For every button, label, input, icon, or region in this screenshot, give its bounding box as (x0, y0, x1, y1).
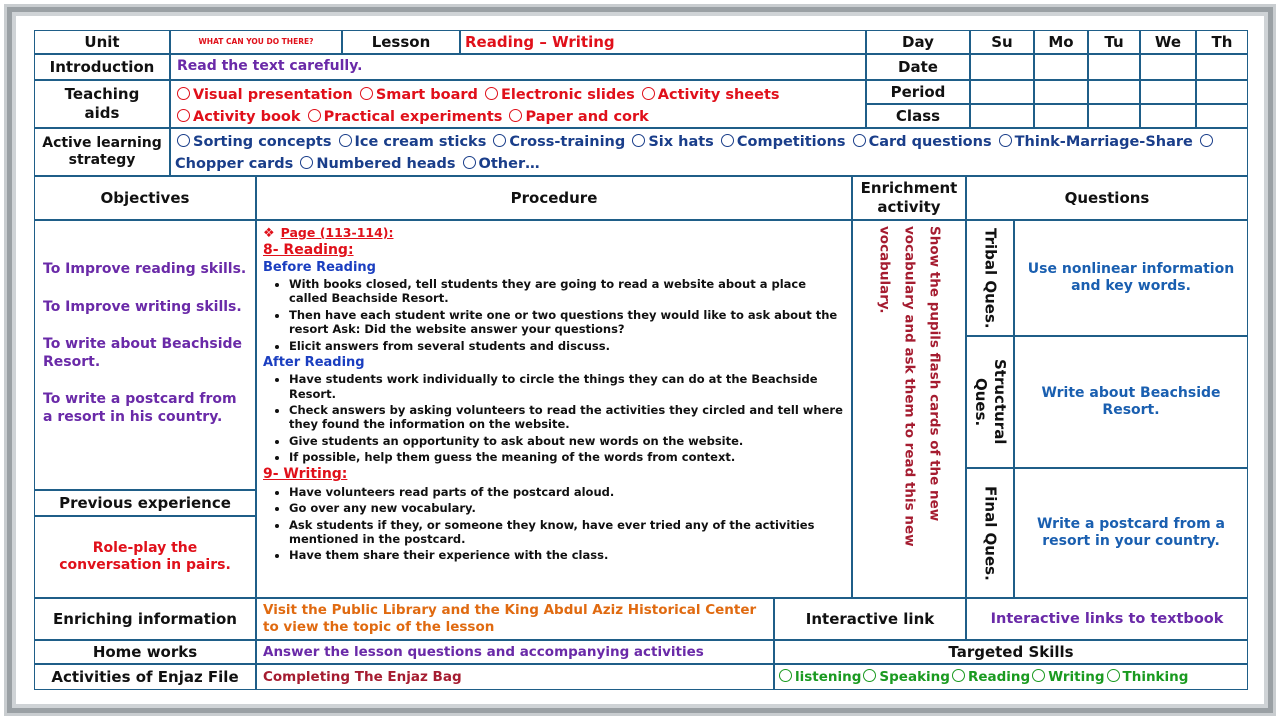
aid-option[interactable]: Electronic slides (483, 87, 635, 103)
objectives-header: Objectives (34, 176, 256, 220)
aid-option[interactable]: Visual presentation (175, 87, 353, 103)
objectives-cell (34, 220, 256, 490)
period-tu[interactable] (1088, 80, 1140, 104)
unit-label: Unit (34, 30, 170, 54)
list-item: • Have volunteers read parts of the postcard aloud. (289, 485, 843, 499)
date-mo[interactable] (1034, 54, 1088, 80)
objective-item: To write about Beachside Resort. (43, 336, 243, 370)
procedure-cell (256, 220, 852, 598)
previous-experience-label: Previous experience (34, 490, 256, 516)
final-ques-text: Write a postcard from a resort in your country. (1014, 468, 1248, 598)
questions-header: Questions (966, 176, 1248, 220)
after-reading-heading: After Reading (263, 354, 365, 370)
list-item: • Give students an opportunity to ask about new words on the website. (289, 434, 843, 448)
period-we[interactable] (1140, 80, 1196, 104)
aid-option[interactable]: Paper and cork (507, 109, 648, 125)
class-th[interactable] (1196, 104, 1248, 128)
targeted-skills-options (774, 664, 1248, 690)
interactive-link-label: Interactive link (774, 598, 966, 640)
diamond-star-icon: ❖ (263, 226, 275, 241)
lesson-plan-sheet (16, 16, 1264, 704)
lesson-label: Lesson (342, 30, 460, 54)
aid-option[interactable]: Smart board (358, 87, 478, 103)
enrichment-text: Show the pupils flash cards of the new vocabulary and ask them to read this new vocabulary. (876, 226, 943, 547)
day-we: We (1140, 30, 1196, 54)
strategy-option[interactable]: Six hats (630, 134, 713, 150)
teaching-aids-options (170, 80, 866, 128)
tribal-ques-text: Use nonlinear information and key words. (1014, 220, 1248, 336)
enjaz-value: Completing The Enjaz Bag (256, 664, 774, 690)
class-tu[interactable] (1088, 104, 1140, 128)
active-learning-options (170, 128, 1248, 176)
home-works-value: Answer the lesson questions and accompanying activities (256, 640, 774, 664)
day-tu: Tu (1088, 30, 1140, 54)
enriching-info-label: Enriching information (34, 598, 256, 640)
day-mo: Mo (1034, 30, 1088, 54)
enjaz-label: Activities of Enjaz File (34, 664, 256, 690)
introduction-label: Introduction (34, 54, 170, 80)
objective-item: To Improve writing skills. (43, 298, 242, 315)
list-item: • Go over any new vocabulary. (289, 501, 843, 515)
procedure-header: Procedure (256, 176, 852, 220)
objective-item: To Improve reading skills. (43, 261, 247, 277)
aid-option[interactable]: Practical experiments (306, 109, 503, 125)
introduction-value: Read the text carefully. (170, 54, 866, 80)
aid-option[interactable]: Activity sheets (640, 87, 780, 103)
list-item: • Elicit answers from several students and discuss. (289, 339, 843, 353)
strategy-option[interactable]: Card questions (851, 134, 992, 150)
teaching-aids-label: Teaching aids (34, 80, 170, 128)
date-tu[interactable] (1088, 54, 1140, 80)
period-label: Period (866, 80, 970, 104)
date-we[interactable] (1140, 54, 1196, 80)
after-reading-list (263, 372, 843, 464)
reading-heading: 8- Reading: (263, 242, 354, 259)
active-learning-label: Active learning strategy (34, 128, 170, 176)
enriching-info-value: Visit the Public Library and the King Abdul Aziz Historical Center to view the topic of the lesson (256, 598, 774, 640)
strategy-option[interactable]: Sorting concepts (175, 134, 331, 150)
enrichment-header: Enrichment activity (852, 176, 966, 220)
class-mo[interactable] (1034, 104, 1088, 128)
writing-list (263, 485, 843, 563)
home-works-label: Home works (34, 640, 256, 664)
period-mo[interactable] (1034, 80, 1088, 104)
structural-ques-text: Write about Beachside Resort. (1014, 336, 1248, 468)
strategy-option[interactable]: Ice cream sticks (337, 134, 487, 150)
skill-option[interactable]: Reading (950, 669, 1030, 686)
list-item: • With books closed, tell students they are going to read a website about a place called Beachside Resort. (289, 277, 843, 306)
list-item: • Check answers by asking volunteers to read the activities they circled and tell where they found the information on the website. (289, 403, 843, 432)
tribal-ques-label: Tribal Ques. (966, 220, 1014, 336)
writing-heading: 9- Writing: (263, 466, 348, 483)
before-reading-heading: Before Reading (263, 259, 376, 275)
aid-option[interactable]: Activity book (175, 109, 301, 125)
strategy-option[interactable]: Think-Marriage-Share (997, 134, 1193, 150)
previous-experience-value: Role-play the conversation in pairs. (34, 516, 256, 598)
objective-item: To write a postcard from a resort in his country. (43, 391, 237, 425)
skill-option[interactable]: Speaking (861, 669, 950, 686)
skill-option[interactable]: Thinking (1105, 669, 1189, 686)
list-item: • Have them share their experience with the class. (289, 548, 843, 562)
unit-value: WHAT CAN YOU DO THERE? (170, 30, 342, 54)
skill-option[interactable]: listening (777, 669, 861, 686)
before-reading-list (263, 277, 843, 353)
strategy-option[interactable]: Chopper cards (175, 134, 1216, 172)
list-item: • Have students work individually to circle the things they can do at the Beachside Resort. (289, 372, 843, 401)
targeted-skills-label: Targeted Skills (774, 640, 1248, 664)
strategy-option[interactable]: Cross-training (491, 134, 625, 150)
date-label: Date (866, 54, 970, 80)
day-th: Th (1196, 30, 1248, 54)
date-su[interactable] (970, 54, 1034, 80)
strategy-option[interactable]: Other… (461, 156, 540, 172)
skill-option[interactable]: Writing (1030, 669, 1104, 686)
strategy-option[interactable]: Numbered heads (298, 156, 455, 172)
structural-ques-label: Structural Ques. (966, 336, 1014, 468)
list-item: • If possible, help them guess the meaning of the words from context. (289, 450, 843, 464)
final-ques-label: Final Ques. (966, 468, 1014, 598)
class-su[interactable] (970, 104, 1034, 128)
list-item: • Ask students if they, or someone they know, have ever tried any of the activities mentioned in the postcard. (289, 518, 843, 547)
strategy-option[interactable]: Competitions (719, 134, 846, 150)
period-su[interactable] (970, 80, 1034, 104)
page-reference: ❖ Page (113-114): (263, 225, 394, 241)
enrichment-cell (852, 220, 966, 598)
date-th[interactable] (1196, 54, 1248, 80)
class-label: Class (866, 104, 970, 128)
interactive-link-value[interactable]: Interactive links to textbook (966, 598, 1248, 640)
lesson-value: Reading – Writing (460, 30, 866, 54)
class-we[interactable] (1140, 104, 1196, 128)
day-su: Su (970, 30, 1034, 54)
day-label: Day (866, 30, 970, 54)
period-th[interactable] (1196, 80, 1248, 104)
list-item: • Then have each student write one or two questions they would like to ask about the resort Ask: Did the website answer your questions? (289, 308, 843, 337)
